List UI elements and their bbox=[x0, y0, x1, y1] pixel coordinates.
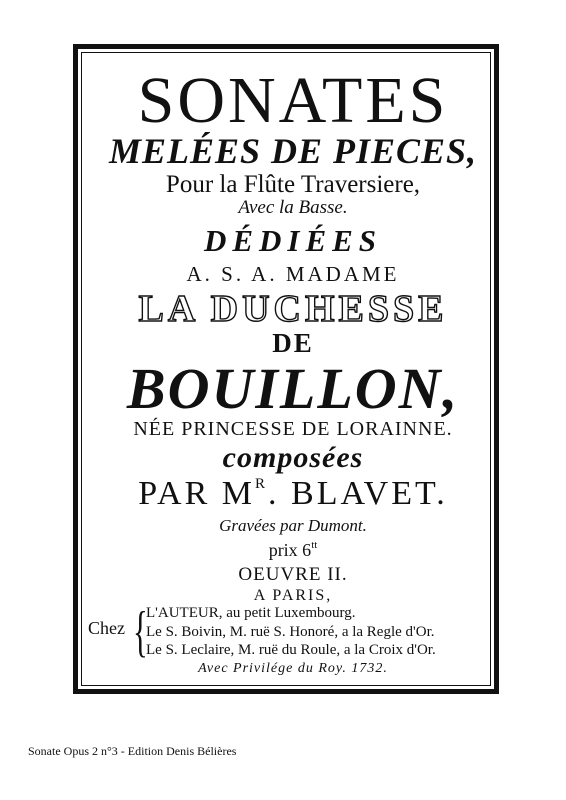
subtitle-instrument: Pour la Flûte Traversiere, bbox=[165, 171, 421, 198]
dedication-heading: DÉDIÉES bbox=[203, 223, 383, 258]
dedication-bouillon: BOUILLON, bbox=[126, 356, 460, 421]
dedication-madame: A. S. A. MADAME bbox=[186, 262, 400, 286]
title-sonates: SONATES bbox=[137, 64, 449, 137]
composer-par: PAR M bbox=[138, 475, 256, 512]
composer-sup: R bbox=[255, 476, 269, 492]
price-line bbox=[10, 540, 566, 559]
engraver-line: Gravées par Dumont. bbox=[219, 516, 367, 535]
brace-glyph: { bbox=[133, 601, 148, 663]
edition-footer: Sonate Opus 2 n°3 - Edition Denis Bélières bbox=[28, 744, 237, 758]
price-sup: tt bbox=[311, 539, 318, 551]
composer-line bbox=[10, 477, 566, 511]
publisher-city: A PARIS, bbox=[253, 587, 333, 604]
publisher-address-1: L'AUTEUR, au petit Luxembourg. bbox=[146, 605, 356, 621]
privilege-line: Avec Privilége du Roy. 1732. bbox=[198, 661, 388, 676]
publisher-chez: Chez bbox=[88, 618, 125, 638]
dedication-nee: NÉE PRINCESSE DE LORAINNE. bbox=[133, 418, 453, 440]
subtitle-basse: Avec la Basse. bbox=[238, 197, 348, 218]
composees-label: composées bbox=[222, 441, 364, 474]
dedication-duchesse: LA DUCHESSE bbox=[138, 288, 448, 330]
composer-name: . BLAVET. bbox=[268, 475, 448, 512]
dedication-de: DE bbox=[272, 328, 314, 358]
price-text: prix 6 bbox=[268, 540, 312, 560]
subtitle-melees: MELÉES DE PIECES, bbox=[108, 131, 478, 171]
publisher-address-3: Le S. Leclaire, M. ruë du Roule, a la Croix d'Or. bbox=[146, 642, 436, 658]
publisher-address-2: Le S. Boivin, M. ruë S. Honoré, a la Regle d'Or. bbox=[146, 624, 435, 640]
opus-number: OEUVRE II. bbox=[238, 564, 348, 585]
